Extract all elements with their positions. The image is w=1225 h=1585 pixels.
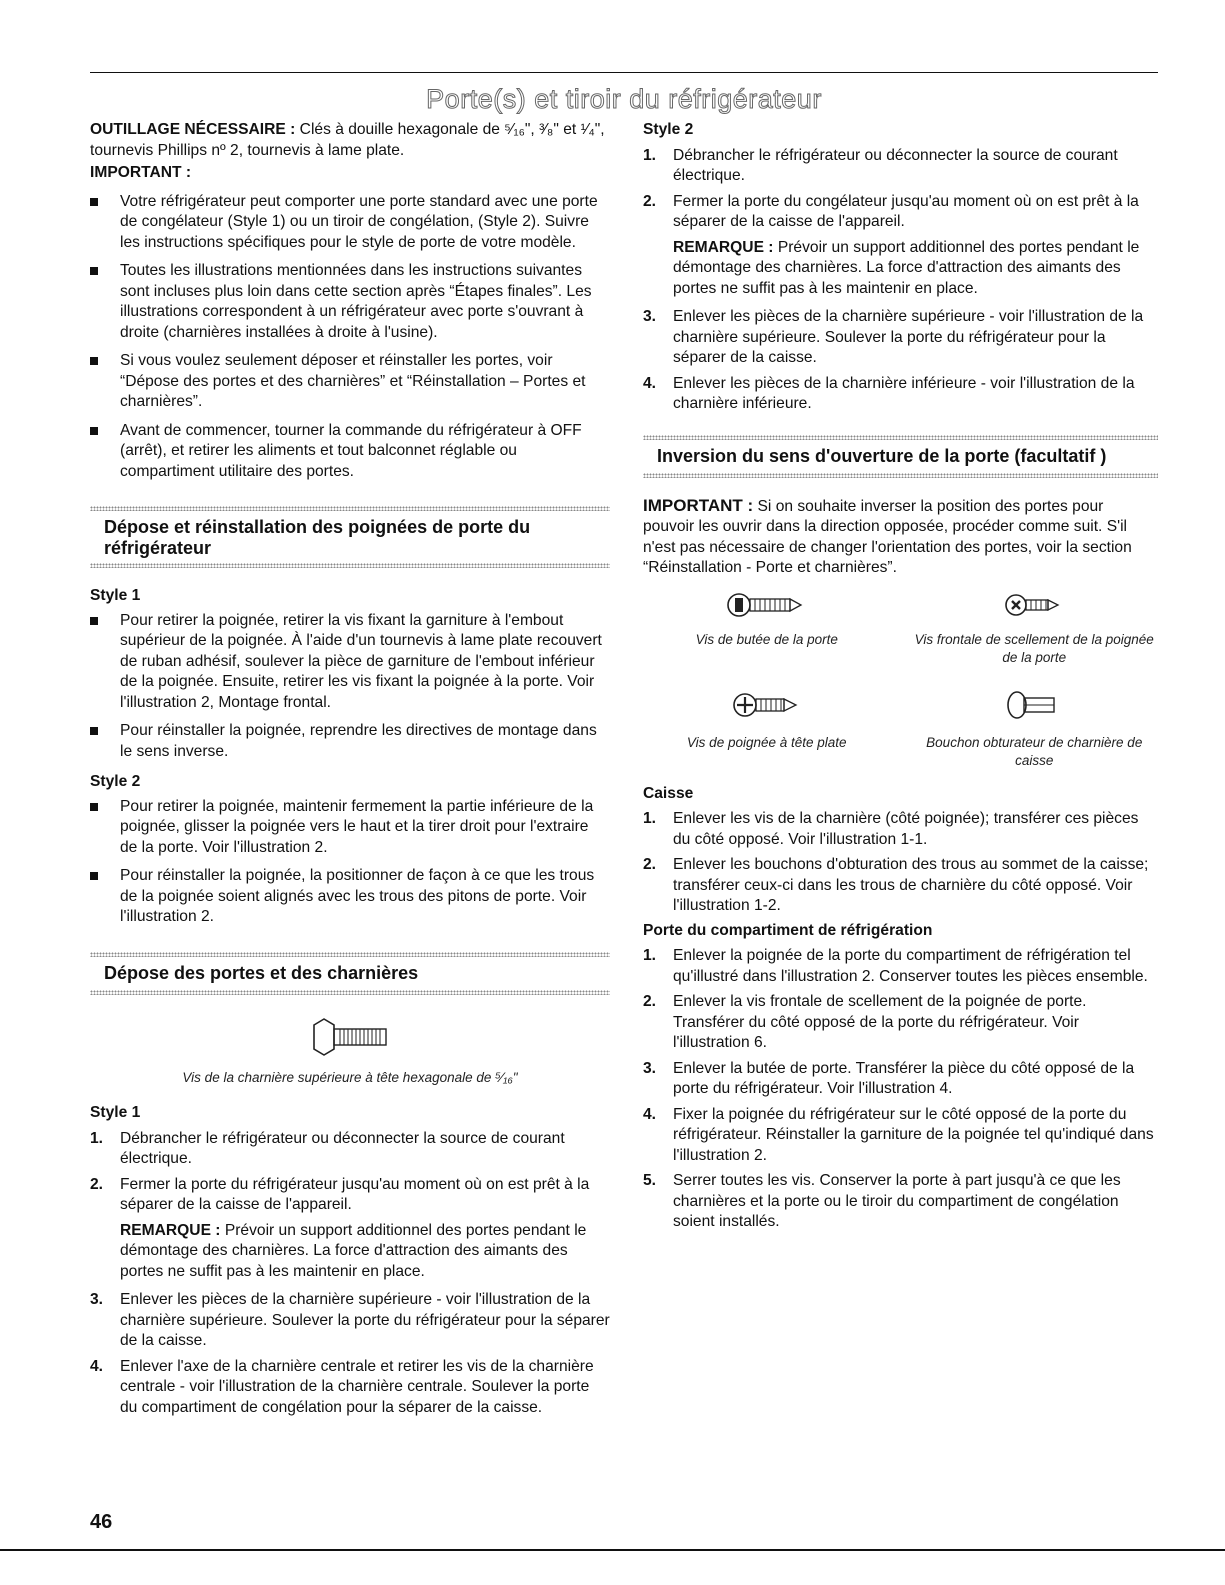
handle-seal-screw-figure	[911, 589, 1159, 668]
door-stop-screw-figure	[643, 589, 891, 668]
style1-heading: Style 1	[90, 1104, 141, 1121]
caisse-heading: Caisse	[643, 784, 694, 802]
tools-text: Clés à douille hexagonale de ⁵⁄₁₆", ³⁄₈" et ¹⁄₄", tournevis Phillips nº 2, tournevis à lame plate.	[90, 121, 605, 159]
dotted-divider	[643, 435, 1158, 440]
bottom-rule	[0, 1549, 1225, 1551]
list-item: 1. Enlever les vis de la charnière (côté poignée); transférer ces pièces du côté opposé. Voir l'illustration 1-1.	[643, 810, 1139, 848]
dotted-divider	[90, 990, 610, 995]
flat-head-screw-caption: Vis de poignée à tête plate	[686, 734, 847, 750]
dotted-divider	[90, 563, 610, 568]
tools-label: OUTILLAGE NÉCESSAIRE :	[90, 121, 296, 138]
section-handles-title: Dépose et réinstallation des poignées de porte du réfrigérateur	[104, 517, 531, 558]
section-doors-title: Dépose des portes et des charnières	[104, 962, 419, 983]
tools-paragraph	[90, 120, 610, 161]
list-item: 4. Enlever l'axe de la charnière centrale et retirer les vis de la charnière centrale - voir l'illustration de la charnière centrale. Soulever la porte du compartiment de congélation pour la séparer de la caisse.	[90, 1357, 594, 1416]
right-column	[643, 120, 1158, 1233]
handle-seal-screw-caption: Vis frontale de scellement de la poignée de la porte	[914, 632, 1154, 665]
section-reversal-title: Inversion du sens d'ouverture de la porte (facultatif )	[657, 445, 1107, 466]
list-item: Pour réinstaller la poignée, la positionner de façon à ce que les trous de la poignée soient alignés avec les trous des pitons de porte. Voir l'illustration 2.	[90, 866, 610, 928]
page-title: Porte(s) et tiroir du réfrigérateur	[426, 84, 822, 114]
list-item: 1. Débrancher le réfrigérateur ou déconnecter la source de courant électrique.	[90, 1129, 565, 1167]
dotted-divider	[90, 506, 610, 511]
note: REMARQUE : Prévoir un support additionnel des portes pendant le démontage des charnières. La force d'attraction des aimants des portes ne suffit pas à les maintenir en place.	[120, 1221, 587, 1280]
list-item: 1. Débrancher le réfrigérateur ou déconnecter la source de courant électrique.	[643, 146, 1118, 184]
hinge-plug-figure	[911, 687, 1159, 770]
hinge-screw-figure	[90, 1017, 610, 1088]
list-item: Votre réfrigérateur peut comporter une porte standard avec une porte de congélateur (Style 1) ou un tiroir de congélation, (Style 2). Suivre les instructions spécifiques pour le style de porte de votre modèle.	[90, 192, 610, 254]
list-item: 2. Fermer la porte du congélateur jusqu'au moment où on est prêt à la séparer de la caisse de l'appareil.	[643, 192, 1139, 230]
list-item: Avant de commencer, tourner la commande du réfrigérateur à OFF (arrêt), et retirer les aliments et tout balconnet réglable ou compartiment utilitaire des portes.	[90, 421, 610, 483]
section-handles-header	[90, 498, 610, 576]
hex-screw-icon	[310, 1017, 390, 1057]
door-stop-screw-caption: Vis de butée de la porte	[695, 632, 838, 647]
list-item: 3. Enlever les pièces de la charnière supérieure - voir l'illustration de la charnière supérieure. Soulever la porte du réfrigérateur pour la séparer de la caisse.	[643, 308, 1144, 366]
parts-figure-grid	[643, 589, 1158, 770]
flat-head-screw-figure	[643, 687, 891, 770]
hinge-screw-caption: Vis de la charnière supérieure à tête hexagonale de ⁵⁄₁₆"	[182, 1070, 518, 1085]
list-item: Pour retirer la poignée, retirer la vis fixant la garniture à l'embout supérieur de la poignée. À l'aide d'un tournevis à lame plate recouvert de ruban adhésif, soulever la pièce de garniture de l'embout inférieur de la poignée. Ensuite, retirer les vis fixant la poignée à la porte. Voir l'illustration 2, Montage frontal.	[90, 611, 610, 714]
hinge-plug-icon	[1004, 687, 1064, 723]
list-item: 4. Fixer la poignée du réfrigérateur sur le côté opposé de la porte du réfrigérateur. Réinstaller la garniture de la poignée tel qu'indiqué dans l'illustration 2.	[643, 1105, 1154, 1164]
door-stop-screw-icon	[727, 589, 807, 621]
section-reversal-header	[643, 427, 1158, 486]
door-section-heading: Porte du compartiment de réfrigération	[643, 921, 933, 939]
list-item: 2. Enlever les bouchons d'obturation des trous au sommet de la caisse; transférer ceux-ci dans les trous de charnière du côté opposé. Voir l'illustration 1-2.	[643, 856, 1149, 914]
hinge-plug-caption: Bouchon obturateur de charnière de caisse	[926, 734, 1143, 768]
list-item: Pour réinstaller la poignée, reprendre les directives de montage dans le sens inverse.	[90, 721, 610, 762]
list-item: Si vous voulez seulement déposer et réinstaller les portes, voir “Dépose des portes et des charnières” et “Réinstallation – Portes et charnières”.	[90, 351, 610, 413]
top-rule	[90, 72, 1158, 73]
list-item: 3. Enlever la butée de porte. Transférer la pièce du côté opposé de la porte du réfrigérateur. Voir l'illustration 4.	[643, 1059, 1135, 1097]
list-item: 2. Enlever la vis frontale de scellement de la poignée de porte. Transférer du côté opposé de la porte du réfrigérateur. Voir l'illustration 6.	[643, 993, 1087, 1051]
left-column	[90, 120, 610, 1418]
section-doors-header	[90, 944, 610, 1003]
list-item: 5. Serrer toutes les vis. Conserver la porte à part jusqu'à ce que les charnières et la porte ou le tiroir du compartiment de congélation soient installés.	[643, 1172, 1121, 1230]
important-label: IMPORTANT :	[643, 495, 754, 515]
handle-seal-screw-icon	[1004, 589, 1064, 621]
important-paragraph	[643, 496, 1158, 579]
dotted-divider	[90, 952, 610, 957]
page-number: 46	[90, 1511, 113, 1533]
flat-head-screw-icon	[732, 687, 802, 723]
important-heading: IMPORTANT :	[90, 164, 192, 181]
style2-heading: Style 2	[90, 773, 141, 790]
important-text: Si on souhaite inverser la position des portes pour pouvoir les ouvrir dans la direction opposée, procéder comme suit. S'il n'est pas nécessaire de changer l'orientation des portes, voir la section “Réinstallation - Porte et charnières”.	[643, 497, 1132, 576]
list-item: Toutes les illustrations mentionnées dans les instructions suivantes sont incluses plus loin dans cette section après “Étapes finales”. Les illustrations correspondent à un réfrigérateur avec porte s'ouvrant à droite (charnières installées à droite à l'usine).	[90, 261, 610, 343]
list-item: 1. Enlever la poignée de la porte du compartiment de réfrigération tel qu'illustré dans l'illustration 2. Conserver toutes les pièces ensemble.	[643, 947, 1148, 985]
list-item: 3. Enlever les pièces de la charnière supérieure - voir l'illustration de la charnière supérieure. Soulever la porte du réfrigérateur pour la séparer de la caisse.	[90, 1291, 610, 1349]
style1-heading: Style 1	[90, 587, 141, 604]
list-item: Pour retirer la poignée, maintenir fermement la partie inférieure de la poignée, glisser la poignée vers le haut et la tirer droit pour l'extraire de la porte. Voir l'illustration 2.	[90, 797, 610, 859]
list-item: 2. Fermer la porte du réfrigérateur jusqu'au moment où on est prêt à la séparer de la caisse de l'appareil.	[90, 1175, 590, 1213]
style2-heading: Style 2	[643, 121, 694, 138]
list-item: 4. Enlever les pièces de la charnière inférieure - voir l'illustration de la charnière inférieure.	[643, 374, 1135, 412]
dotted-divider	[643, 473, 1158, 478]
note: REMARQUE : Prévoir un support additionnel des portes pendant le démontage des charnières. La force d'attraction des aimants des portes ne suffit pas à les maintenir en place.	[673, 238, 1140, 297]
